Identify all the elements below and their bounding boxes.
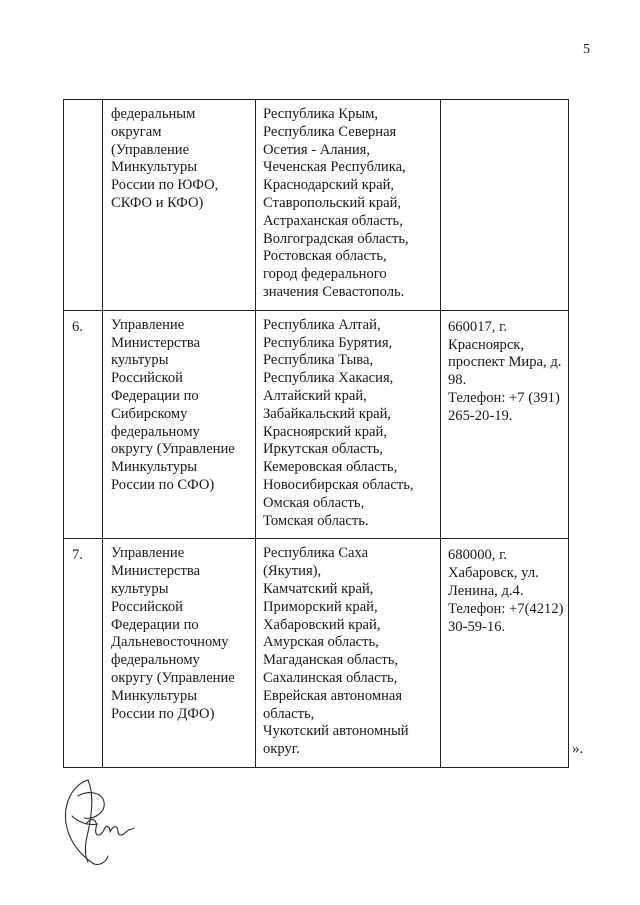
page-number: 5 (583, 42, 590, 57)
regions-line: Омская область, (263, 494, 365, 511)
address-line: проспект Мира, д. (448, 354, 562, 371)
office-name-line: России по СФО) (111, 476, 215, 493)
office-name-line: Минкультуры (111, 159, 198, 176)
office-name-line: Федерации по (111, 387, 199, 404)
office-name-line: России по ДФО) (111, 705, 215, 722)
table-row (64, 100, 569, 311)
regions-line: Красноярский край, (263, 423, 387, 440)
regional-offices-table (63, 99, 569, 768)
office-name-cell (103, 539, 256, 768)
regions-line: Амурская область, (263, 634, 379, 651)
office-name-line: Минкультуры (111, 687, 198, 704)
row-number-text: 6. (72, 318, 83, 335)
address-line: 30-59-16. (448, 618, 506, 635)
regions-line: Камчатский край, (263, 580, 374, 597)
regions-line: область, (263, 705, 315, 722)
row-number (64, 539, 103, 768)
regions-line: Республика Бурятия, (263, 334, 393, 351)
office-name-line: округу (Управление (111, 669, 235, 686)
office-name-line: округу (Управление (111, 441, 235, 458)
signature-icon (58, 776, 138, 871)
regions-line: Томская область. (263, 512, 369, 529)
address-line: Телефон: +7 (391) (448, 389, 560, 406)
regions-cell (256, 100, 441, 311)
table-body (64, 100, 569, 768)
office-name-line: федеральному (111, 423, 200, 440)
regions-line: Республика Хакасия, (263, 370, 394, 387)
office-name-line: культуры (111, 580, 169, 597)
row-number (64, 100, 103, 311)
office-name-line: Минкультуры (111, 459, 198, 476)
office-name-line: культуры (111, 352, 169, 369)
regions-line: Чеченская Республика, (263, 159, 406, 176)
address-line: Ленина, д.4. (448, 582, 524, 599)
regions-line: Алтайский край, (263, 387, 367, 404)
office-name-line: России по ЮФО, (111, 177, 219, 194)
office-name-line: федеральному (111, 652, 200, 669)
regions-line: Республика Алтай, (263, 316, 381, 333)
regions-line: округ. (263, 741, 300, 758)
regions-line: Астраханская область, (263, 212, 403, 229)
office-name-line: Сибирскому (111, 405, 188, 422)
regions-line: Забайкальский край, (263, 405, 392, 422)
office-name-line: Дальневосточному (111, 634, 229, 651)
regions-line: Ставропольский край, (263, 194, 402, 211)
regions-line: Новосибирская область, (263, 476, 414, 493)
regions-line: Приморский край, (263, 598, 378, 615)
row-number (64, 310, 103, 539)
regions-line: Краснодарский край, (263, 177, 395, 194)
office-name-cell (103, 310, 256, 539)
office-name-line: Федерации по (111, 616, 199, 633)
regions-line: Магаданская область, (263, 652, 399, 669)
regions-cell (256, 310, 441, 539)
regions-line: Республика Северная (263, 123, 397, 140)
office-name-line: Министерства (111, 334, 201, 351)
regions-line: значения Севастополь. (263, 283, 405, 300)
office-name-line: Российской (111, 370, 183, 387)
address-line: 265-20-19. (448, 407, 513, 424)
table-row (64, 539, 569, 768)
address-line: 98. (448, 372, 467, 389)
regions-line: Еврейская автономная (263, 687, 403, 704)
office-name-line: СКФО и КФО) (111, 194, 204, 211)
address-line: 680000, г. (448, 547, 508, 564)
row-number-text: 7. (72, 547, 83, 564)
office-name-line: Управление (111, 545, 185, 562)
regions-line: Волгоградская область, (263, 230, 409, 247)
regions-cell (256, 539, 441, 768)
regions-line: Хабаровский край, (263, 616, 381, 633)
office-name-line: Российской (111, 598, 183, 615)
address-line: Телефон: +7(4212) (448, 600, 564, 617)
regions-line: Сахалинская область, (263, 669, 398, 686)
office-name-line: федеральным (111, 106, 196, 122)
regions-line: Осетия - Алания, (263, 141, 371, 158)
address-cell (441, 100, 569, 311)
address-cell (441, 539, 569, 768)
office-name-cell (103, 100, 256, 311)
address-cell (441, 310, 569, 539)
office-name-line: Министерства (111, 563, 201, 580)
regions-line: Чукотский автономный (263, 723, 409, 740)
office-name-line: (Управление (111, 141, 190, 158)
regions-line: (Якутия), (263, 563, 322, 580)
office-name-line: округам (111, 123, 162, 140)
regions-line: Иркутская область, (263, 441, 384, 458)
address-line: Красноярск, (448, 336, 525, 353)
regions-line: Республика Саха (263, 545, 369, 562)
table-row (64, 310, 569, 539)
regions-line: город федерального (263, 266, 387, 283)
regions-line: Республика Тыва, (263, 352, 374, 369)
closing-quote: ». (572, 741, 584, 757)
regions-line: Кемеровская область, (263, 459, 398, 476)
regions-line: Республика Крым, (263, 106, 379, 122)
address-line: 660017, г. (448, 318, 508, 335)
address-line: Хабаровск, ул. (448, 565, 539, 582)
office-name-line: Управление (111, 316, 185, 333)
regions-line: Ростовская область, (263, 248, 387, 265)
